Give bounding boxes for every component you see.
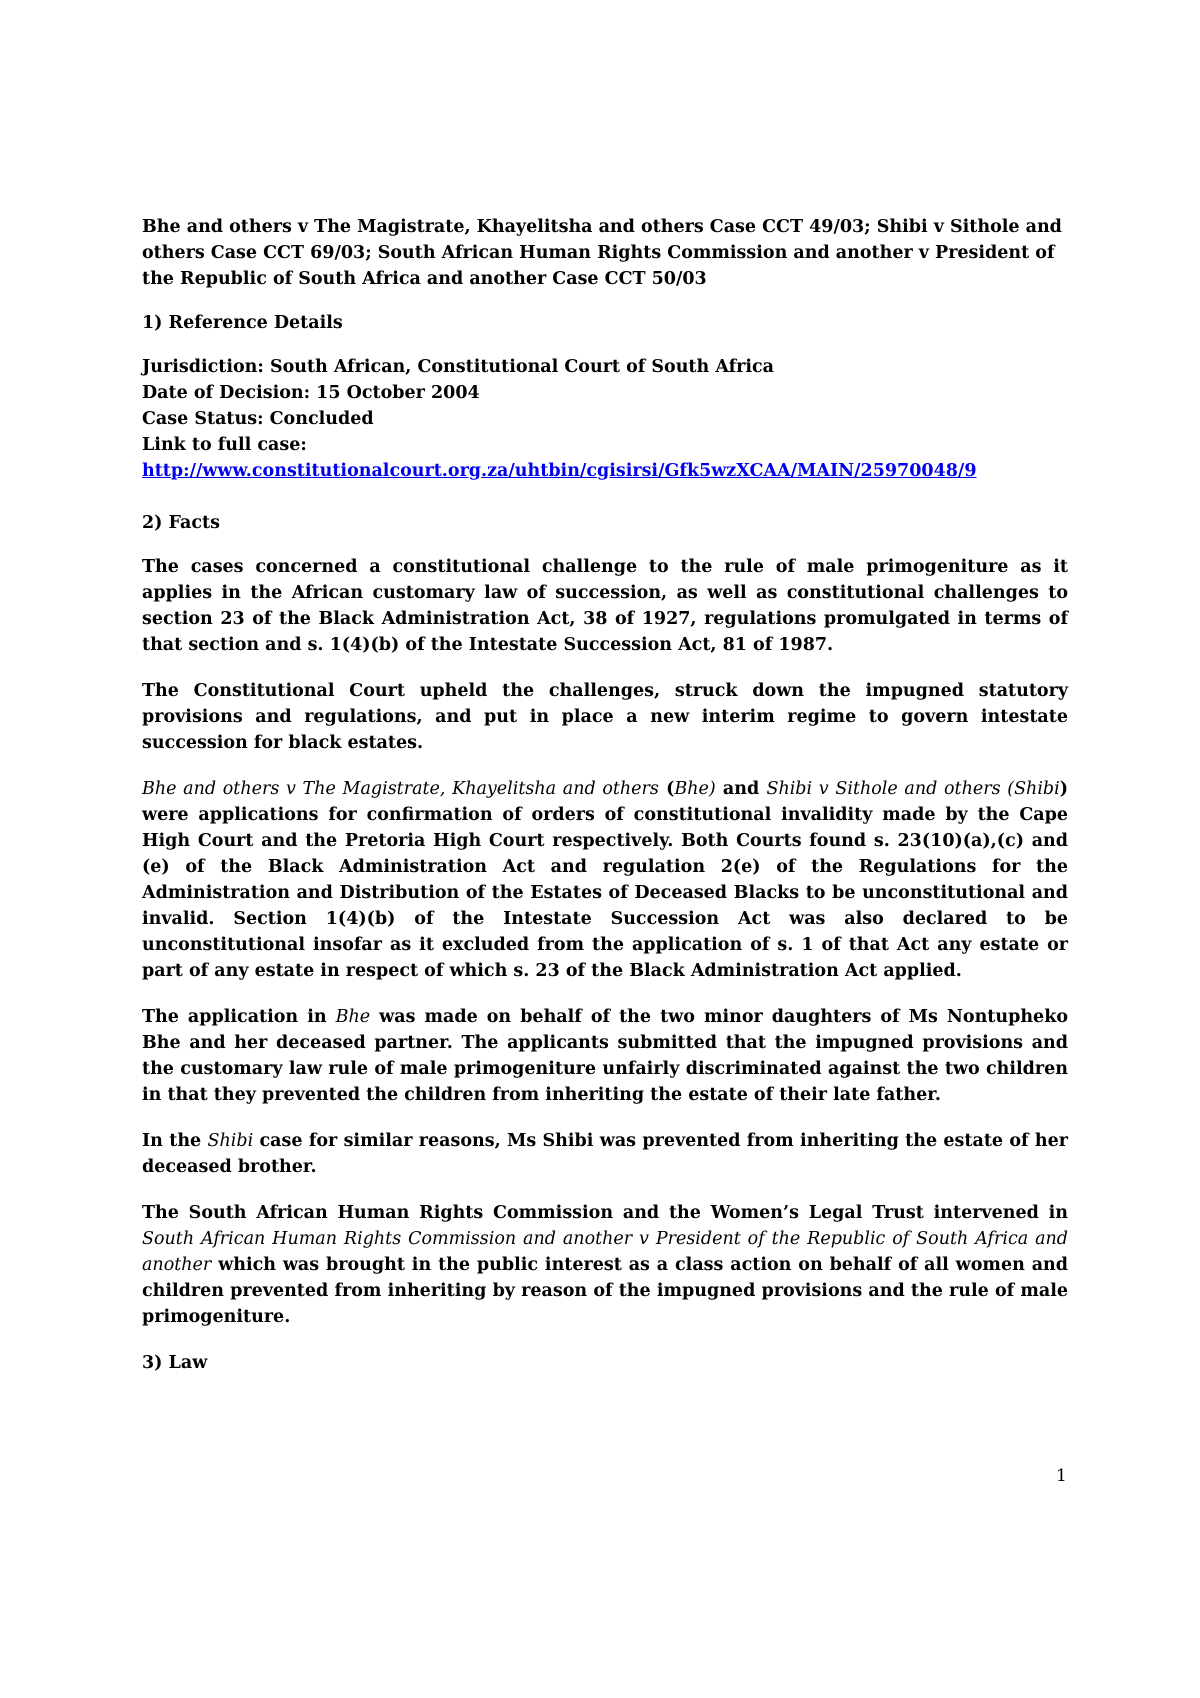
text-run: The South African Human Rights Commission and the Women’s Legal Trust intervened in	[142, 1203, 1068, 1223]
reference-details	[142, 354, 1068, 484]
document-body	[142, 214, 1068, 1394]
heading-reference-details: 1) Reference Details	[142, 313, 343, 333]
heading-law: 3) Law	[142, 1353, 208, 1373]
jurisdiction-line: Jurisdiction: South African, Constitutional Court of South Africa	[142, 357, 774, 377]
case-title: Bhe and others v The Magistrate, Khayelitsha and others Case CCT 49/03; Shibi v Sithole and others Case CCT 69/03; South African Human Rights Commission and another v President of the Republic of South Africa and another Case CCT 50/03	[142, 217, 1062, 289]
full-case-link[interactable]: http://www.constitutionalcourt.org.za/uhtbin/cgisirsi/Gfk5wzXCAA/MAIN/25970048/9	[142, 461, 977, 481]
date-of-decision-line: Date of Decision: 15 October 2004	[142, 383, 480, 403]
short-name-bhe: Bhe)	[674, 779, 716, 799]
facts-paragraph-4	[142, 1004, 1068, 1108]
facts-paragraph-6	[142, 1200, 1068, 1330]
case-name-bhe: Bhe and others v The Magistrate, Khayelitsha and others	[142, 779, 659, 799]
facts-paragraph-3	[142, 776, 1068, 984]
facts-paragraph-2: The Constitutional Court upheld the challenges, struck down the impugned statutory provisions and regulations, and put in place a new interim regime to govern intestate succession for black estates.	[142, 681, 1068, 753]
short-name-shibi: Shibi	[207, 1131, 254, 1151]
case-name-shibi: Shibi v Sithole and others (Shibi	[766, 779, 1060, 799]
text-run: case for similar reasons, Ms Shibi was prevented from inheriting the estate of her deceased brother.	[142, 1131, 1068, 1177]
text-run: and	[715, 779, 767, 799]
heading-facts: 2) Facts	[142, 513, 220, 533]
short-name-bhe: Bhe	[335, 1007, 371, 1027]
facts-paragraph-1: The cases concerned a constitutional challenge to the rule of male primogeniture as it applies in the African customary law of succession, as well as constitutional challenges to section 23 of the Black Administration Act, 38 of 1927, regulations promulgated in terms of that section and s. 1(4)(b) of the Intestate Succession Act, 81 of 1987.	[142, 557, 1068, 655]
text-run: (	[658, 779, 675, 799]
text-run: The application in	[142, 1007, 336, 1027]
link-label: Link to full case:	[142, 435, 307, 455]
text-run: ) were applications for confirmation of orders of constitutional invalidity made by the Cape High Court and the Pretoria High Court respectively. Both Courts found s. 23(10)(a),(c) and (e) of the Black Administration Act and regulation 2(e) of the Regulations for the Administration and Distribution of the Estates of Deceased Blacks to be unconstitutional and invalid. Section 1(4)(b) of the Intestate Succession Act was also declared to be unconstitutional insofar as it excluded from the application of s. 1 of that Act any estate or part of any estate in respect of which s. 23 of the Black Administration Act applied.	[142, 779, 1069, 981]
text-run: which was brought in the public interest as a class action on behalf of all women and children prevented from inheriting by reason of the impugned provisions and the rule of male primogeniture.	[142, 1255, 1068, 1327]
case-status-line: Case Status: Concluded	[142, 409, 374, 429]
facts-paragraph-5	[142, 1128, 1068, 1180]
text-run: was made on behalf of the two minor daughters of Ms Nontupheko Bhe and her deceased partner. The applicants submitted that the impugned provisions and the customary law rule of male primogeniture unfairly discriminated against the two children in that they prevented the children from inheriting the estate of their late father.	[142, 1007, 1068, 1105]
text-run: In the	[142, 1131, 208, 1151]
case-name-sahrc: South African Human Rights Commission and another v President of the Republic of South Africa and another	[142, 1229, 1068, 1275]
page-number: 1	[1056, 1466, 1067, 1486]
